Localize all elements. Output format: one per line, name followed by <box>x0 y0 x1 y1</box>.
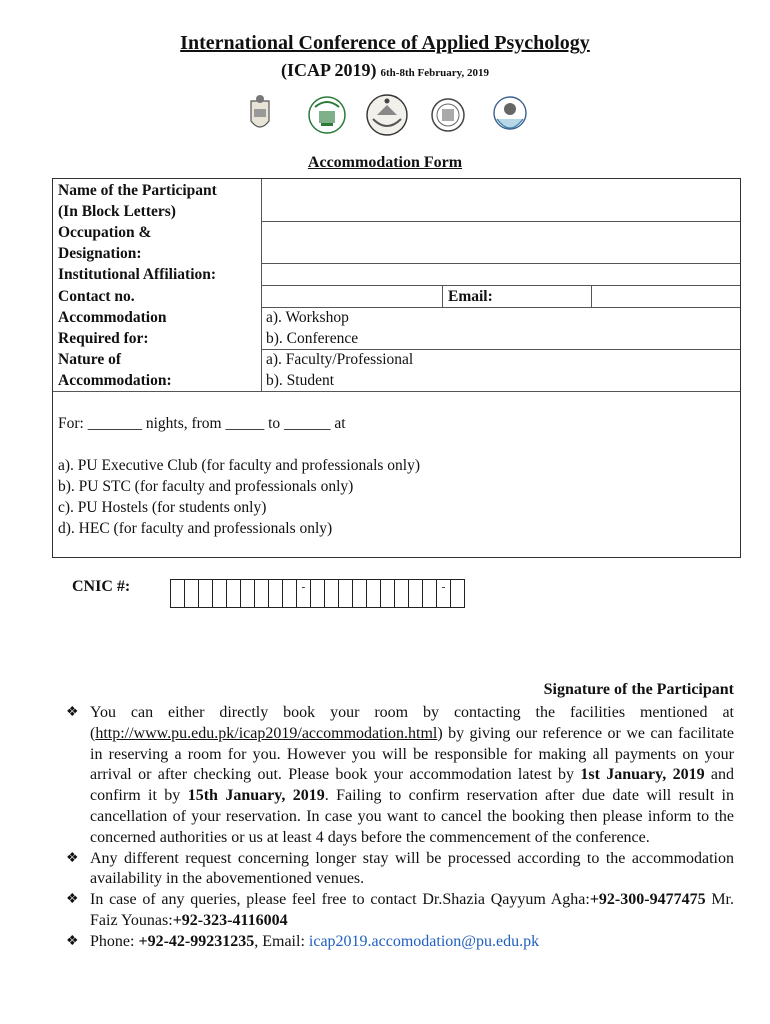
email-field[interactable] <box>593 286 739 306</box>
university-crest-logo <box>251 95 269 127</box>
option-faculty[interactable]: a). Faculty/Professional <box>266 351 414 368</box>
nature-options[interactable] <box>266 349 413 391</box>
cnic-digit-box[interactable] <box>226 579 241 608</box>
conference-subtitle <box>0 60 770 81</box>
nature-label: Nature of Accommodation: <box>58 351 172 389</box>
punjab-government-logo <box>367 95 407 135</box>
option-workshop[interactable]: a). Workshop <box>266 309 349 326</box>
cnic-digit-box[interactable] <box>282 579 297 608</box>
cnic-digit-box[interactable] <box>408 579 423 608</box>
diamond-bullet-icon: ❖ <box>66 705 79 720</box>
option-student[interactable]: b). Student <box>266 372 335 389</box>
cnic-separator: - <box>436 579 451 608</box>
occupation-label: Occupation & Designation: <box>58 224 152 262</box>
cnic-digit-box[interactable] <box>212 579 227 608</box>
conference-dates: 6th-8th February, 2019 <box>380 67 489 79</box>
sponsor-logos <box>245 93 535 139</box>
occupation-field[interactable] <box>263 222 739 262</box>
psychology-association-logo <box>494 97 526 129</box>
venue-item: d). HEC (for faculty and professionals only) <box>58 520 333 537</box>
cnic-digit-box[interactable] <box>310 579 325 608</box>
cnic-digit-box[interactable] <box>170 579 185 608</box>
diamond-bullet-icon: ❖ <box>66 933 79 949</box>
cnic-digit-box[interactable] <box>184 579 199 608</box>
cnic-digit-box[interactable] <box>352 579 367 608</box>
cnic-digit-box[interactable] <box>394 579 409 608</box>
cnic-digit-box[interactable] <box>422 579 437 608</box>
diamond-bullet-icon: ❖ <box>66 850 79 866</box>
cnic-digit-box[interactable] <box>450 579 465 608</box>
confirm-deadline: 15th January, 2019 <box>187 787 325 805</box>
name-label: Name of the Participant (In Block Letters) <box>58 182 217 220</box>
hec-pakistan-logo <box>309 97 345 133</box>
venue-list <box>58 455 420 539</box>
name-field[interactable] <box>263 180 739 220</box>
cnic-digit-box[interactable] <box>338 579 353 608</box>
instruction-contact: ❖ Phone: +92-42-99231235, Email: icap2019.accomodation@pu.edu.pk <box>66 932 734 953</box>
email-link[interactable]: icap2019.accomodation@pu.edu.pk <box>308 932 540 950</box>
conference-acronym: (ICAP 2019) <box>281 60 377 80</box>
instruction-longer-stay: ❖ Any different request concerning longer stay will be processed according to the accommodation availability in the abovementioned venues. <box>66 849 734 888</box>
institution-field[interactable] <box>263 264 739 284</box>
cnic-digit-box[interactable] <box>380 579 395 608</box>
society-seal-logo <box>432 99 464 131</box>
conference-title: International Conference of Applied Psychology <box>180 32 590 54</box>
accommodation-required-label: Accommodation Required for: <box>58 309 167 347</box>
cnic-digit-box[interactable] <box>254 579 269 608</box>
contact-field[interactable] <box>263 286 441 306</box>
diamond-bullet-icon: ❖ <box>66 892 79 908</box>
signature-label: Signature of the Participant <box>543 681 734 698</box>
cnic-label: CNIC #: <box>72 578 131 595</box>
accommodation-options[interactable] <box>266 307 358 349</box>
accommodation-link[interactable]: http://www.pu.edu.pk/icap2019/accommodation.html <box>95 724 438 742</box>
cnic-digit-box[interactable] <box>240 579 255 608</box>
instruction-queries: ❖ In case of any queries, please feel free to contact Dr.Shazia Qayyum Agha:+92-300-9477475 Mr. Faiz Younas:+92-323-4116004 <box>66 891 735 929</box>
email-label: Email: <box>448 288 493 305</box>
cnic-digit-box[interactable] <box>366 579 381 608</box>
booking-deadline: 1st January, 2019 <box>580 766 705 784</box>
contact-label: Contact no. <box>58 288 135 305</box>
cnic-digit-box[interactable] <box>268 579 283 608</box>
cnic-digit-box[interactable] <box>324 579 339 608</box>
form-title: Accommodation Form <box>307 154 463 171</box>
venue-item: c). PU Hostels (for students only) <box>58 499 267 516</box>
accommodation-form-table <box>52 178 741 558</box>
contact-phone-2: +92-323-4116004 <box>172 911 288 929</box>
instructions-list <box>66 703 734 953</box>
cnic-digit-box[interactable] <box>198 579 213 608</box>
instruction-booking: ❖ You can either directly book your room by contacting the facilities mentioned at (http://www.pu.edu.pk/icap2019/accommodation.html) by giving our reference or we can facilitate in reserving a room for you. However you will be responsible for making all payments on your arrival or after checking out. Please book your accommodation latest by 1st January, 2019 and confirm it by 15th January, 2019. Failing to confirm reservation after due date will result in cancellation of your reservation. In case you want to cancel the booking then please inform to the concerned authorities or us at least 4 days before the commencement of the conference. <box>66 704 735 846</box>
cnic-separator: - <box>296 579 311 608</box>
institution-label: Institutional Affiliation: <box>58 266 217 283</box>
contact-phone-1: +92-300-9477475 <box>589 891 706 909</box>
venue-item: b). PU STC (for faculty and professionals only) <box>58 478 354 495</box>
office-phone: +92-42-99231235 <box>138 932 255 950</box>
stay-line[interactable]: For: _______ nights, from _____ to ______ at <box>58 415 346 432</box>
venue-item: a). PU Executive Club (for faculty and professionals only) <box>58 457 421 474</box>
option-conference[interactable]: b). Conference <box>266 330 359 347</box>
